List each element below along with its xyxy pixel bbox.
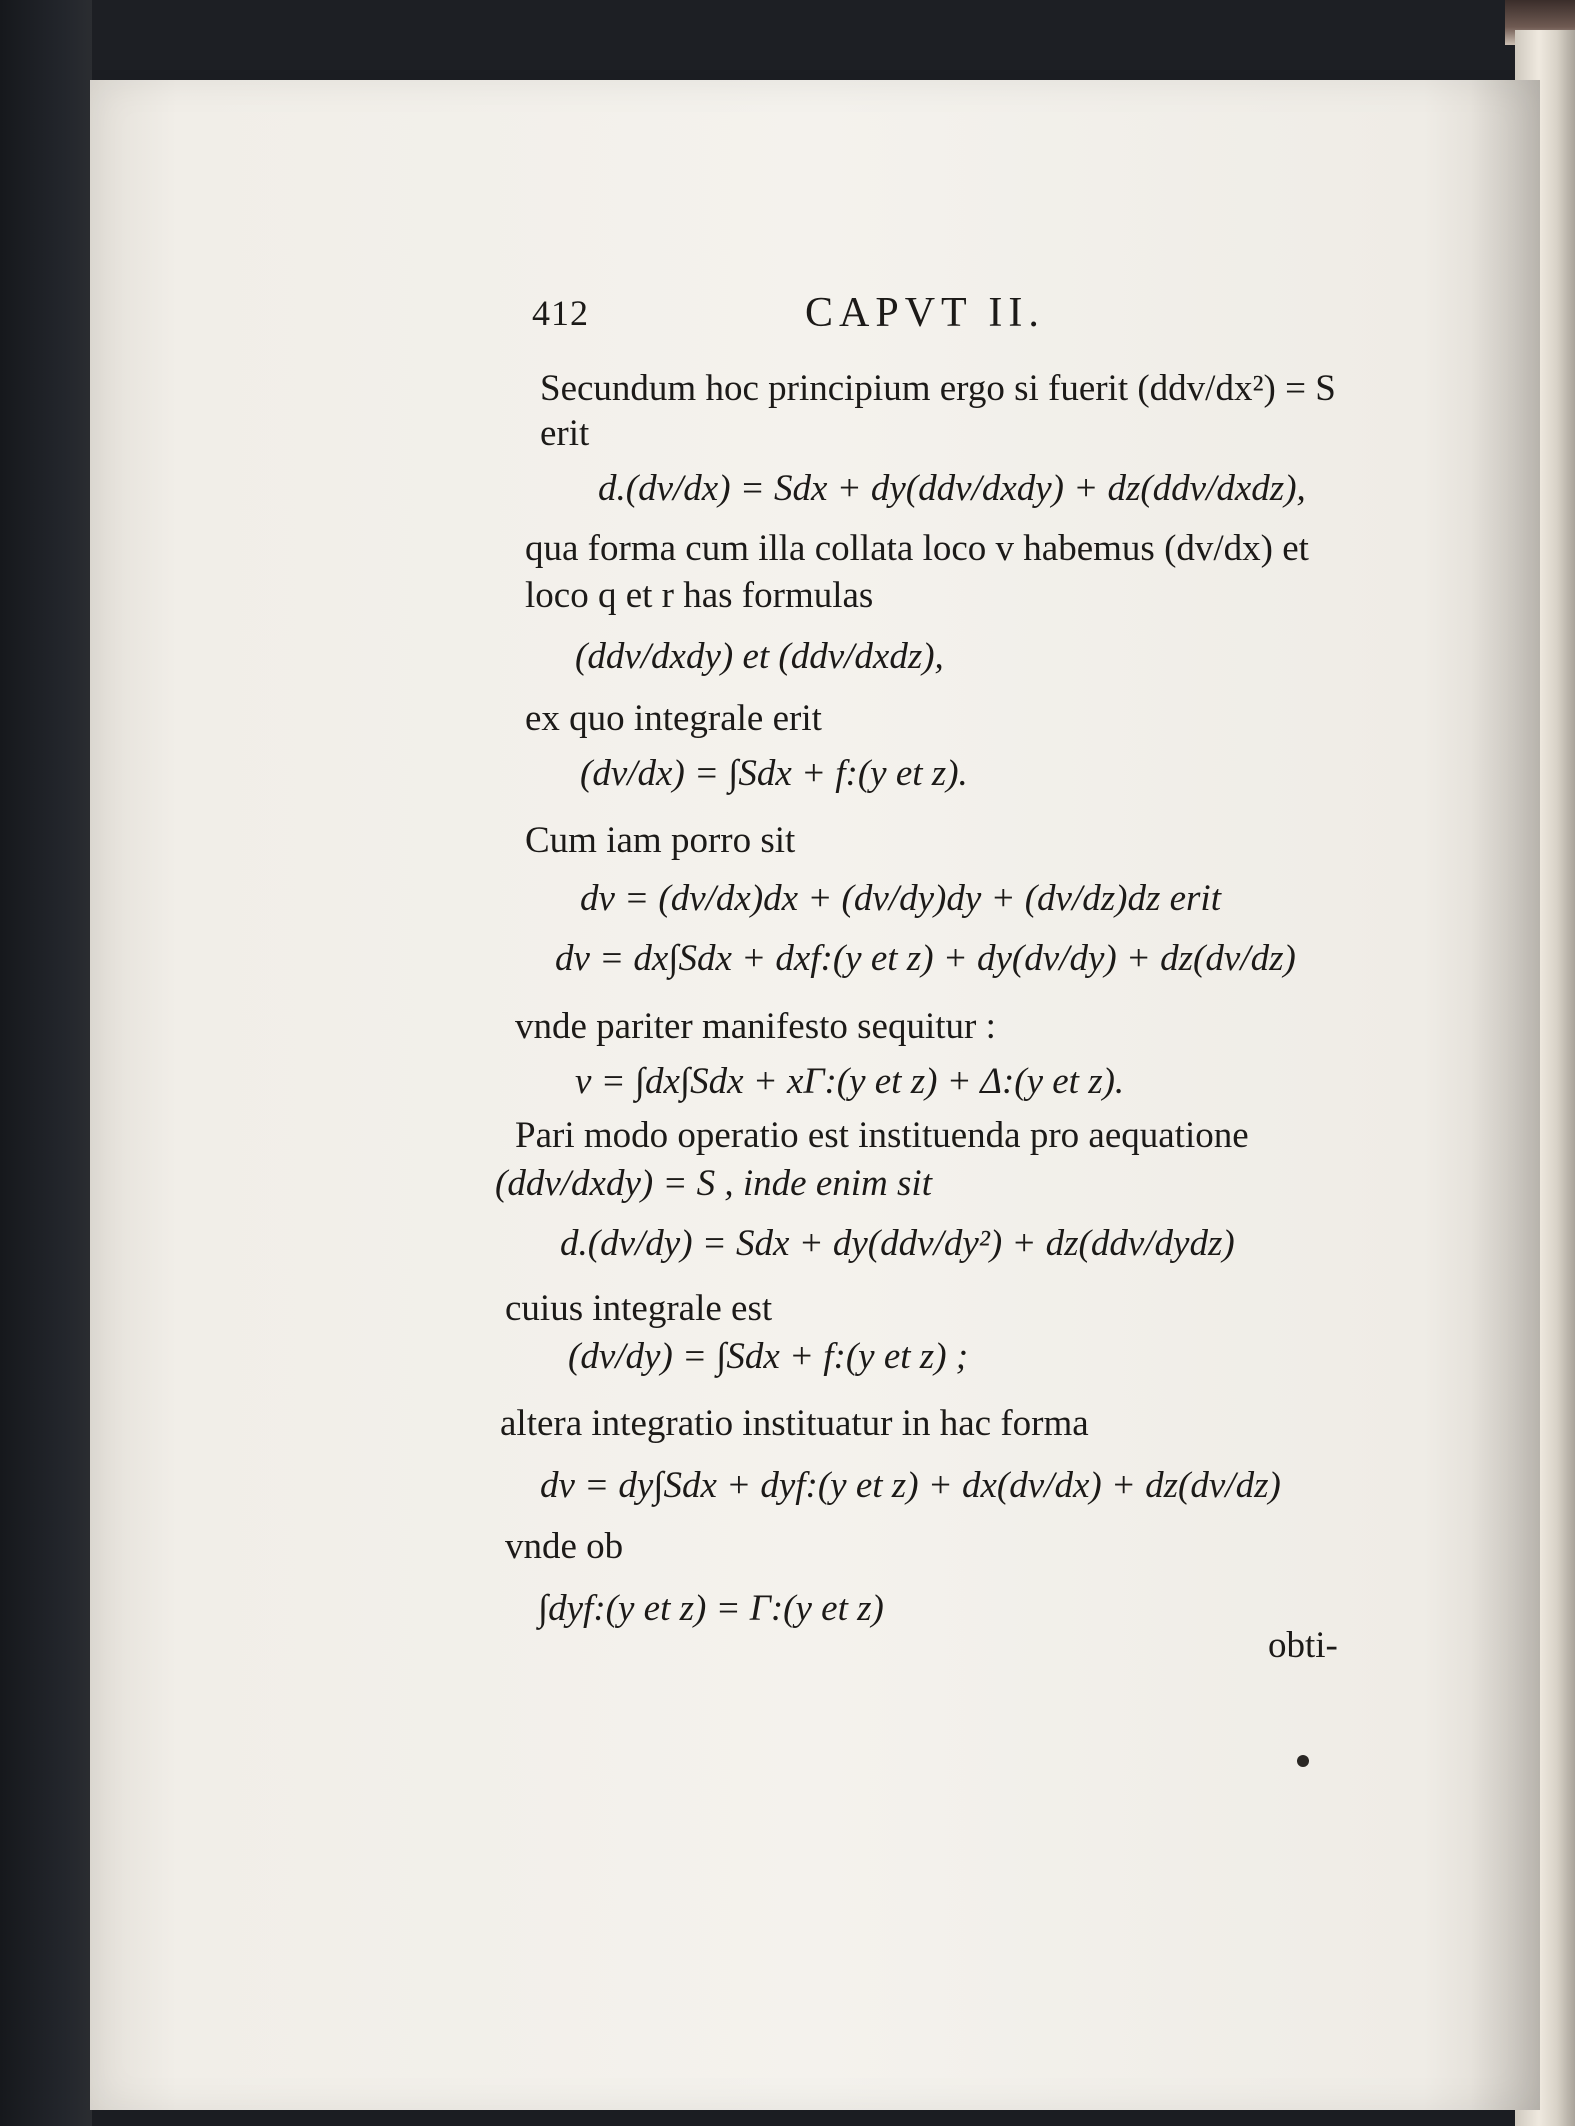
equation-line-7: (ddv/dxdy) = S , inde enim sit [495, 1163, 932, 1204]
text-line-9: cuius integrale est [505, 1288, 773, 1329]
text-line-7: vnde pariter manifesto sequitur : [515, 1006, 996, 1047]
equation-line-1: d.(dv/dx) = Sdx + dy(ddv/dxdy) + dz(ddv/dxdz), [598, 468, 1306, 509]
text-line-3: qua forma cum illa collata loco v habemus (dv/dx) et [525, 528, 1309, 569]
ink-spot [1297, 1755, 1309, 1767]
equation-line-6: v = ∫dx∫Sdx + xΓ:(y et z) + Δ:(y et z). [575, 1061, 1125, 1102]
equation-line-4: dv = (dv/dx)dx + (dv/dy)dy + (dv/dz)dz erit [580, 878, 1221, 919]
equation-line-5: dv = dx∫Sdx + dxf:(y et z) + dy(dv/dy) + dz(dv/dz) [555, 938, 1296, 979]
equation-line-9: (dv/dy) = ∫Sdx + f:(y et z) ; [568, 1336, 969, 1377]
text-line-4: loco q et r has formulas [525, 575, 874, 616]
equation-line-10: dv = dy∫Sdx + dyf:(y et z) + dx(dv/dx) + dz(dv/dz) [540, 1465, 1281, 1506]
equation-line-11: ∫dyf:(y et z) = Γ:(y et z) [538, 1588, 884, 1629]
text-line-6: Cum iam porro sit [525, 820, 796, 861]
text-line-2: erit [540, 413, 590, 454]
text-line-8: Pari modo operatio est instituenda pro aequatione [515, 1115, 1249, 1156]
text-line-1: Secundum hoc principium ergo si fuerit (ddv/dx²) = S [540, 368, 1336, 409]
text-line-5: ex quo integrale erit [525, 698, 822, 739]
catchword: obti- [1268, 1625, 1338, 1666]
equation-line-3: (dv/dx) = ∫Sdx + f:(y et z). [580, 753, 968, 794]
page-number: 412 [532, 293, 589, 333]
equation-line-2: (ddv/dxdy) et (ddv/dxdz), [575, 636, 944, 677]
equation-line-8: d.(dv/dy) = Sdx + dy(ddv/dy²) + dz(ddv/dydz) [560, 1223, 1235, 1264]
text-line-10: altera integratio instituatur in hac forma [500, 1403, 1089, 1444]
chapter-title: CAPVT II. [805, 290, 1045, 336]
text-line-11: vnde ob [505, 1526, 624, 1567]
